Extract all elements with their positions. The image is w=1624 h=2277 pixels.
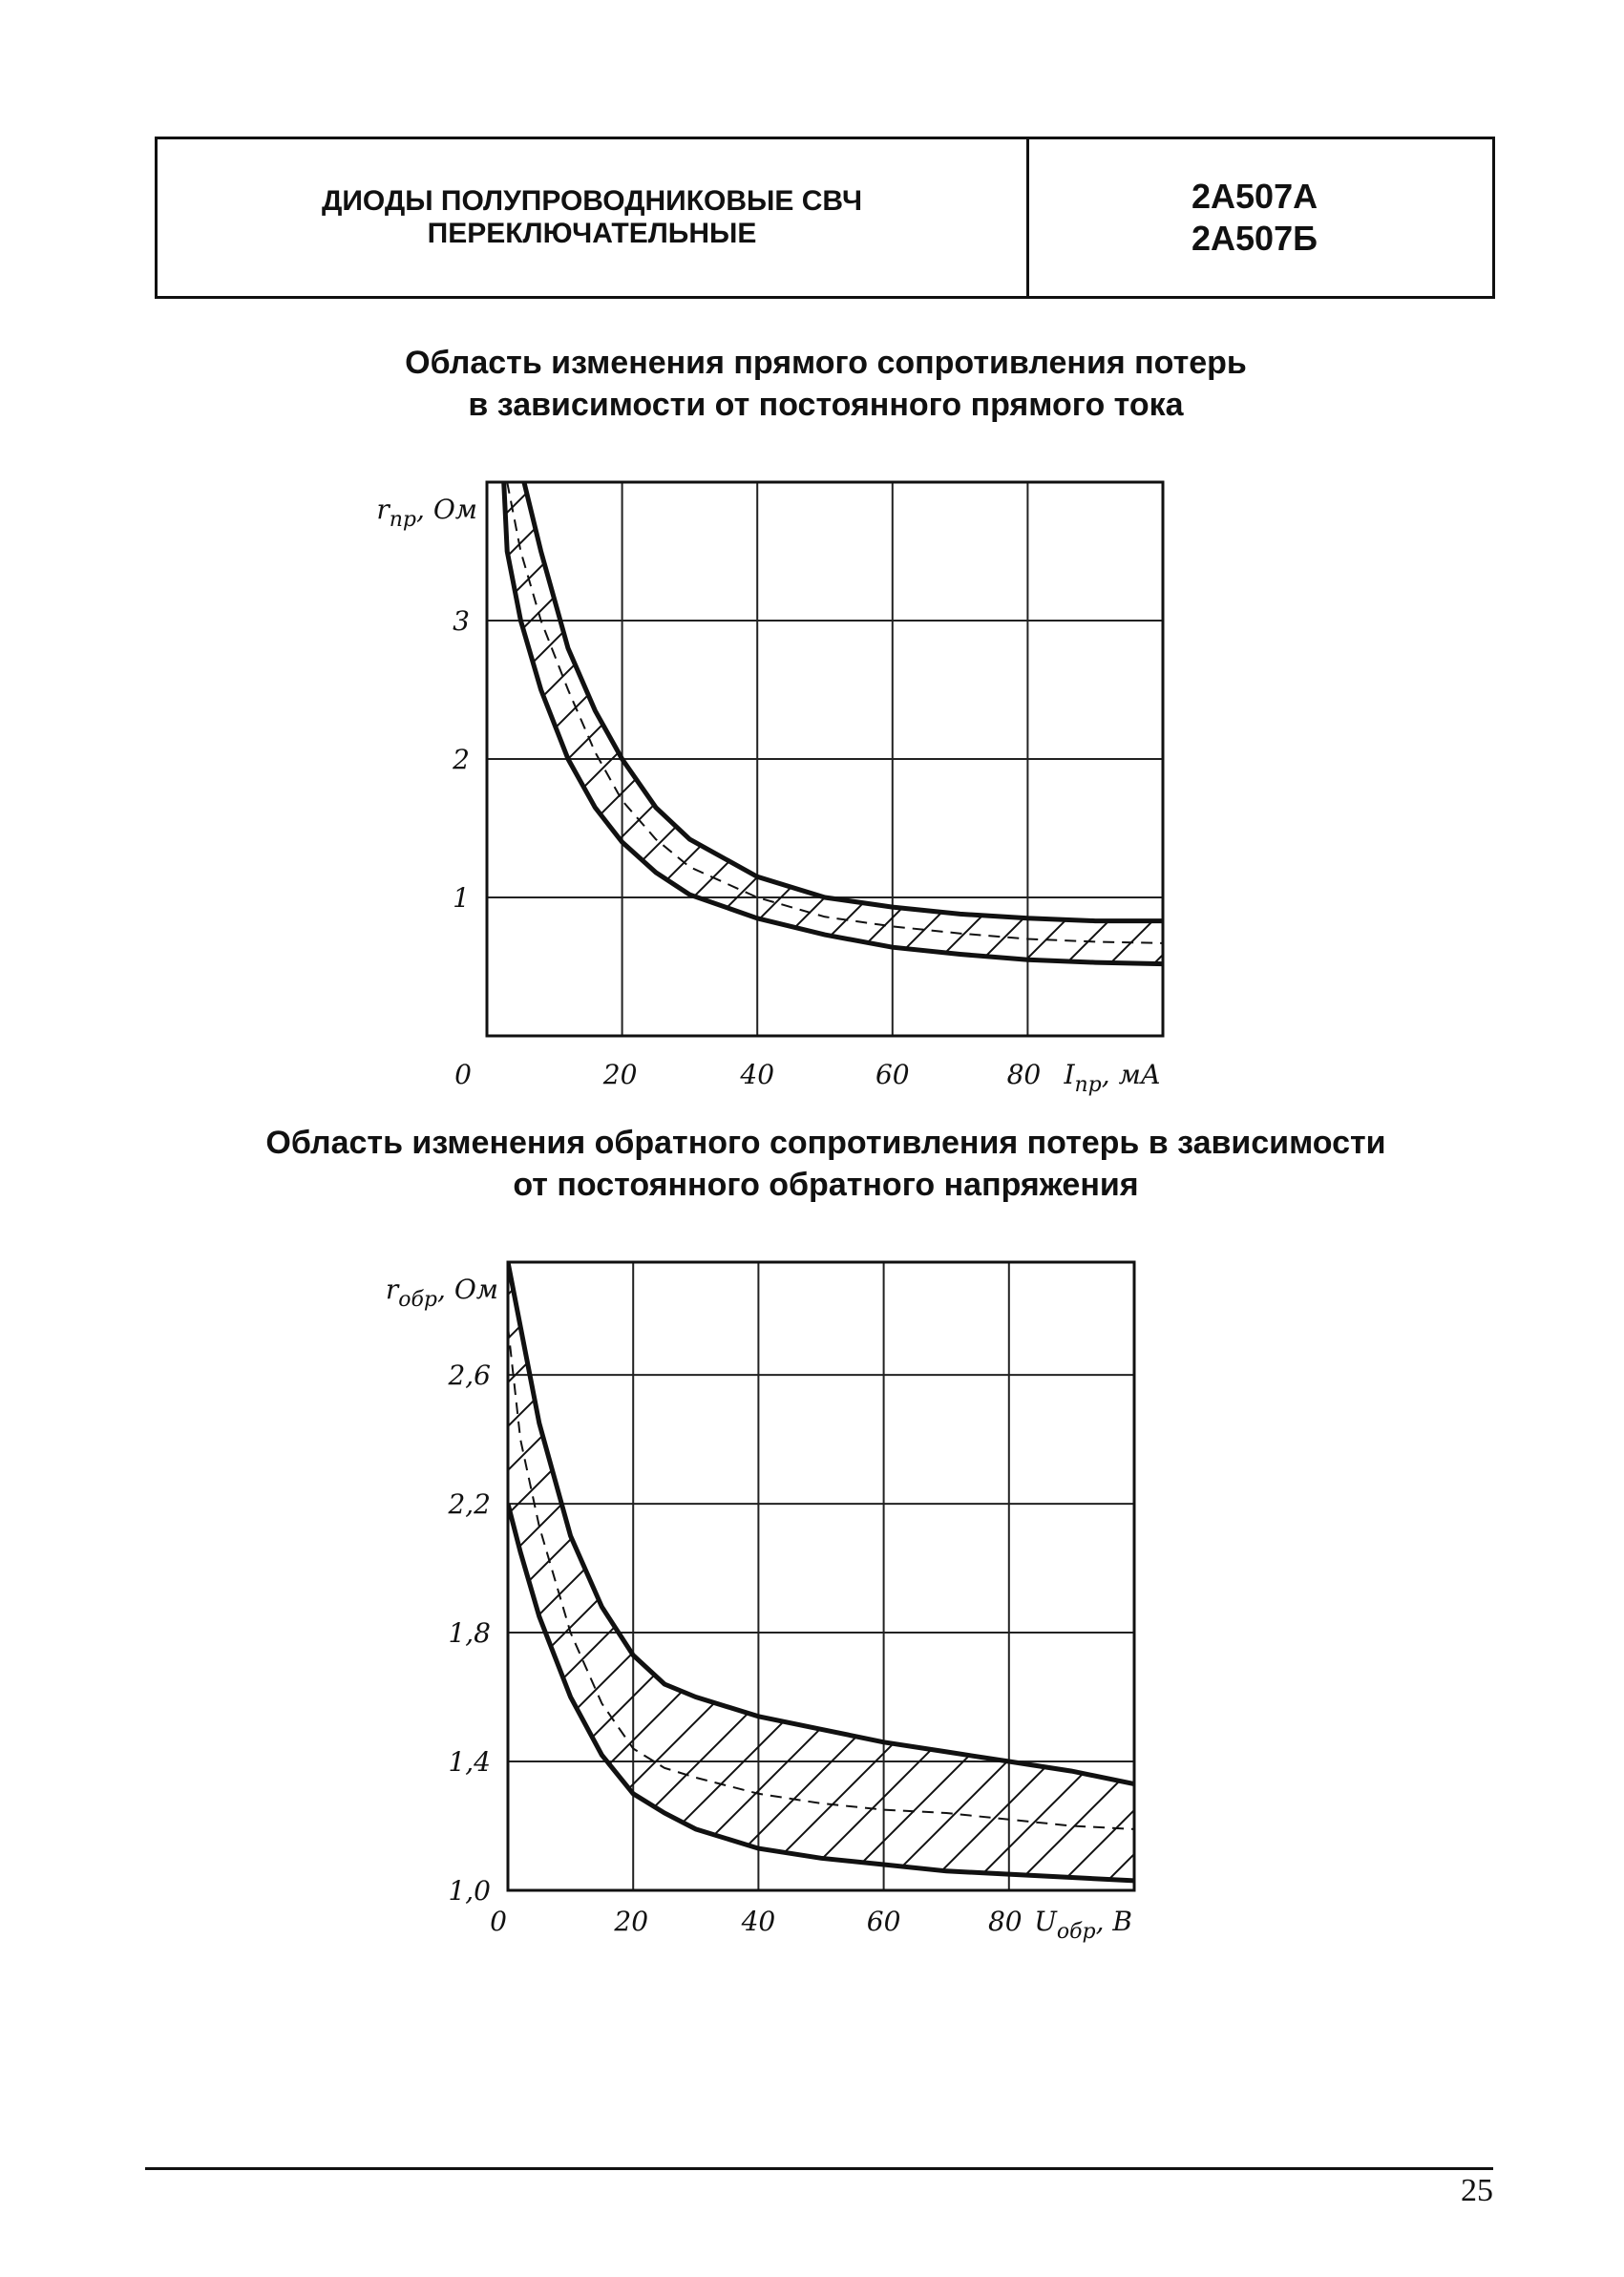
chart1-svg xyxy=(0,449,1624,1117)
header-models xyxy=(1029,139,1492,296)
chart2-x-tick-label: 80 xyxy=(987,1906,1023,1937)
chart1-x-tick-label: 0 xyxy=(454,1059,472,1090)
header-title-line2: ПЕРЕКЛЮЧАТЕЛЬНЫЕ xyxy=(427,218,757,249)
chart1-title-line2: в зависимости от постоянного прямого тока xyxy=(468,387,1184,423)
chart1-series-upper xyxy=(524,482,1163,921)
footer-rule xyxy=(145,2167,1493,2170)
model-a: 2А507А xyxy=(1192,177,1318,216)
chart2-x-tick-label: 20 xyxy=(614,1906,649,1937)
chart2-x-tick-label: 40 xyxy=(741,1906,776,1937)
chart1-y-tick-label: 2 xyxy=(453,744,470,775)
chart2-y-tick-label: 2,6 xyxy=(448,1360,491,1392)
chart2-y-tick-label: 1,4 xyxy=(448,1746,491,1779)
chart2-y-axis-label: $r_{обр}$, Ом xyxy=(385,1274,498,1312)
chart1-title xyxy=(153,342,1499,426)
chart1-y-axis-label: $r_{пр}$, Ом xyxy=(376,494,477,532)
chart2-title-line2: от постоянного обратного напряжения xyxy=(513,1167,1139,1203)
chart1-x-tick-label: 40 xyxy=(740,1059,775,1090)
chart1-x-tick-label: 20 xyxy=(602,1059,638,1090)
chart2-title xyxy=(153,1122,1499,1206)
header-title xyxy=(158,139,1029,296)
chart2-svg xyxy=(0,1232,1624,1976)
chart2-y-tick-label: 1,8 xyxy=(448,1617,491,1650)
chart1-y-tick-label: 3 xyxy=(453,605,470,637)
header-box xyxy=(155,137,1495,299)
page-number: 25 xyxy=(1461,2173,1493,2208)
model-b: 2А507Б xyxy=(1192,219,1318,258)
chart1-x-axis-label: $I_{пр}$, мА xyxy=(1064,1059,1161,1097)
chart1-y-tick-label: 1 xyxy=(453,882,470,914)
chart2-x-tick-label: 60 xyxy=(866,1906,901,1937)
chart2-x-tick-label: 0 xyxy=(490,1906,507,1937)
chart1-x-tick-label: 60 xyxy=(875,1059,910,1090)
chart2-title-line1: Область изменения обратного сопротивления потерь в зависимости xyxy=(265,1125,1386,1161)
chart1-x-tick-label: 80 xyxy=(1006,1059,1042,1090)
chart2-x-axis-label: $U_{обр}$, В xyxy=(1034,1906,1132,1944)
chart2-y-tick-label: 2,2 xyxy=(448,1488,491,1521)
chart2-band-hatch xyxy=(508,1262,1134,1881)
header-title-line1: ДИОДЫ ПОЛУПРОВОДНИКОВЫЕ СВЧ xyxy=(321,185,863,217)
chart1-series-middle xyxy=(507,482,1163,943)
chart2-y-tick-label: 1,0 xyxy=(448,1875,491,1907)
chart1-title-line1: Область изменения прямого сопротивления потерь xyxy=(405,345,1247,381)
